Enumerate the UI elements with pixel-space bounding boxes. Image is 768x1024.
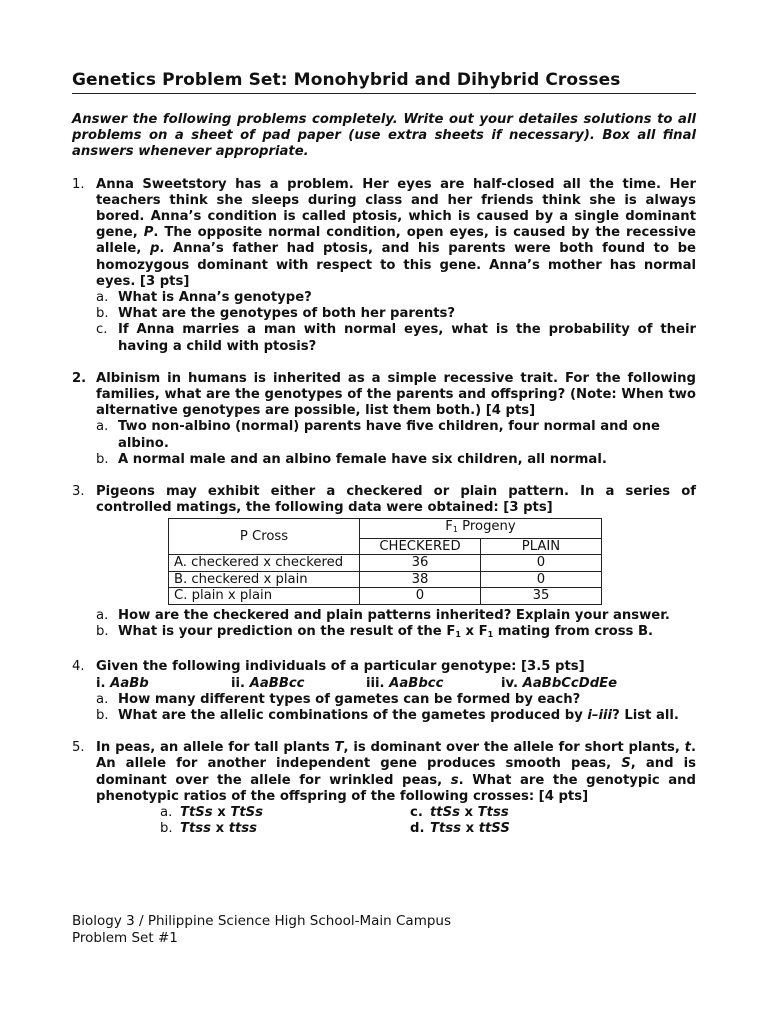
subquestion-list (96, 608, 696, 643)
subquestion-label: b. (96, 707, 109, 723)
cross-item (160, 821, 410, 837)
question-4 (72, 659, 696, 724)
subquestion-list (96, 290, 696, 355)
genotype-value: ttss (228, 821, 258, 837)
gene-symbol: P (143, 225, 154, 241)
text-span: . An allele for another independent gene produces smooth peas, (96, 740, 696, 772)
genotype-list (96, 676, 696, 692)
cross-list (160, 805, 696, 837)
cross-item (410, 821, 630, 837)
gene-symbol: t (684, 740, 691, 756)
genotype-item (501, 676, 617, 692)
genotype-item (231, 676, 366, 692)
subscript: 1 (487, 630, 494, 640)
table-header-row (169, 519, 602, 539)
cross-item (160, 805, 410, 821)
table-row (169, 588, 602, 605)
subquestion (96, 608, 696, 624)
table-cell-plain: 0 (481, 571, 602, 588)
subquestion-list (96, 692, 696, 724)
table-header-cross: P Cross (169, 519, 360, 555)
subquestion-text: What is Anna’s genotype? (118, 290, 312, 306)
subquestion-text: What are the genotypes of both her parents? (118, 306, 456, 322)
question-text: Given the following individuals of a particular genotype: [3.5 pts] (96, 659, 585, 675)
genotype-item (96, 676, 231, 692)
gene-symbol: S (621, 756, 631, 772)
text-span: x F (460, 624, 488, 640)
subquestion-label: a. (96, 691, 109, 707)
subquestion (96, 290, 696, 306)
genotype-value: AaBbcc (389, 675, 444, 691)
genotype-value: Ttss (430, 821, 461, 837)
table-cell-cross: A. checkered x checkered (169, 555, 360, 572)
question-5 (72, 740, 696, 837)
footer-line-set: Problem Set #1 (72, 930, 178, 946)
cross-label: a. (160, 805, 173, 820)
gene-symbol: p (149, 241, 160, 257)
text-span: What is your prediction on the result of the F (118, 624, 456, 640)
table-cell-plain: 0 (481, 555, 602, 572)
text-span: In peas, an allele for tall plants (96, 740, 335, 756)
question-number: 2. (72, 370, 87, 386)
subquestion-label: b. (96, 306, 109, 322)
table-row (169, 571, 602, 588)
pigeon-data-table (168, 518, 602, 605)
question-number: 4. (72, 659, 85, 675)
genotype-item (366, 676, 501, 692)
question-2 (72, 371, 696, 468)
text-span: ? List all. (612, 707, 679, 723)
subquestion (96, 322, 696, 354)
cross-label: c. (410, 805, 423, 820)
subquestion (96, 692, 696, 708)
genotype-value: Ttss (477, 805, 509, 820)
question-text: Albinism in humans is inherited as a simple recessive trait. For the following families, what are the genotypes of the parents and offspring? (Note: When two alternative genotypes are possible, list them both.) [4 pts] (96, 370, 696, 419)
text-span: , and is dominant over the allele for wrinkled peas, (96, 756, 696, 788)
genotype-value: TtSs (180, 805, 213, 820)
table-header-checkered: CHECKERED (360, 538, 481, 555)
table-cell-checkered: 38 (360, 571, 481, 588)
gene-symbol: T (334, 740, 344, 756)
cross-symbol: x (212, 805, 231, 820)
genotype-label: i. (96, 675, 106, 691)
question-number: 3. (72, 484, 85, 500)
subquestion (96, 306, 696, 322)
table-cell-cross: C. plain x plain (169, 588, 360, 605)
gene-symbol: s (450, 772, 459, 788)
text-span: . What are the genotypic and phenotypic ratios of the offspring of the following crosses: [4 pts] (96, 772, 697, 804)
genotype-label: ii. (231, 675, 246, 691)
table-cell-cross: B. checkered x plain (169, 571, 360, 588)
text-span: F (445, 519, 453, 535)
page-title: Genetics Problem Set: Monohybrid and Dihybrid Crosses (72, 70, 696, 94)
footer-line-course: Biology 3 / Philippine Science High School-Main Campus (72, 913, 452, 929)
page-footer (72, 913, 451, 947)
table-cell-checkered: 0 (360, 588, 481, 605)
question-text (96, 177, 696, 290)
subscript: 1 (452, 525, 458, 535)
genotype-value: Ttss (180, 821, 211, 837)
text-span: , is dominant over the allele for short plants, (343, 740, 685, 756)
genotype-value: AaBbCcDdEe (522, 675, 618, 691)
table-header-progeny (360, 519, 602, 539)
cross-symbol: x (459, 805, 478, 820)
cross-symbol: x (211, 821, 229, 837)
subquestion (96, 452, 696, 468)
subquestion-text: If Anna marries a man with normal eyes, what is the probability of their having a child with ptosis? (118, 322, 696, 354)
problem-set-page (72, 70, 696, 837)
subquestion-label: b. (96, 624, 109, 640)
question-number: 1. (72, 176, 85, 192)
cross-item (410, 805, 630, 821)
subquestion-label: a. (96, 290, 109, 306)
table-row (169, 555, 602, 572)
subquestion-text: How are the checkered and plain patterns inherited? Explain your answer. (118, 607, 670, 623)
cross-label: d. (410, 821, 425, 837)
subquestion-text: Two non-albino (normal) parents have five children, four normal and one albino. (118, 419, 660, 451)
text-span: Progeny (457, 519, 516, 535)
subquestion-text: How many different types of gametes can be formed by each? (118, 691, 581, 707)
subquestion-label: b. (96, 451, 109, 467)
table-header-plain: PLAIN (481, 538, 602, 555)
genotype-value: ttSS (478, 821, 510, 837)
question-text (96, 740, 696, 805)
genotype-value: ttSs (430, 805, 460, 820)
instructions: Answer the following problems completely. Write out your detailes solutions to all problems on a sheet of pad paper (use extra sheets if necessary). Box all final answers whenever appropriate. (72, 112, 696, 160)
cross-label: b. (160, 821, 173, 837)
text-span: Anna Sweetstory has a problem. Her eyes are half-closed all the time. Her teachers think she sleeps during class and her friends think she is always bored. Anna’s condition is called ptosis, which is caused by a single dominant gene, (96, 176, 696, 241)
text-span: . The opposite normal condition, open eyes, is caused by the recessive allele, (96, 225, 696, 257)
range-text: i–iii (587, 707, 613, 723)
question-1 (72, 177, 696, 355)
subquestion-list (96, 419, 696, 468)
text-span: What are the allelic combinations of the gametes produced by (118, 707, 588, 723)
genotype-value: AaBBcc (249, 675, 305, 691)
genotype-value: TtSs (230, 805, 264, 820)
text-span: . Anna’s father had ptosis, and his parents were both found to be homozygous dominant with respect to this gene. Anna’s mother has normal eyes. [3 pts] (96, 241, 696, 289)
subquestion (96, 624, 696, 643)
table-cell-checkered: 36 (360, 555, 481, 572)
question-3 (72, 484, 696, 643)
genotype-label: iii. (366, 675, 385, 691)
text-span: mating from cross B. (493, 624, 654, 640)
subquestion-label: c. (96, 322, 108, 338)
subquestion-label: a. (96, 607, 109, 623)
genotype-label: iv. (501, 675, 519, 691)
table-cell-plain: 35 (481, 588, 602, 605)
question-text: Pigeons may exhibit either a checkered or plain pattern. In a series of controlled matings, the following data were obtained: [3 pts] (96, 484, 696, 516)
subquestion-text: A normal male and an albino female have six children, all normal. (118, 451, 607, 467)
question-number: 5. (72, 740, 85, 756)
cross-symbol: x (461, 821, 479, 837)
subquestion (96, 419, 696, 451)
subquestion-label: a. (96, 419, 109, 435)
genotype-value: AaBb (110, 675, 149, 691)
subscript: 1 (455, 630, 461, 640)
subquestion (96, 708, 696, 724)
